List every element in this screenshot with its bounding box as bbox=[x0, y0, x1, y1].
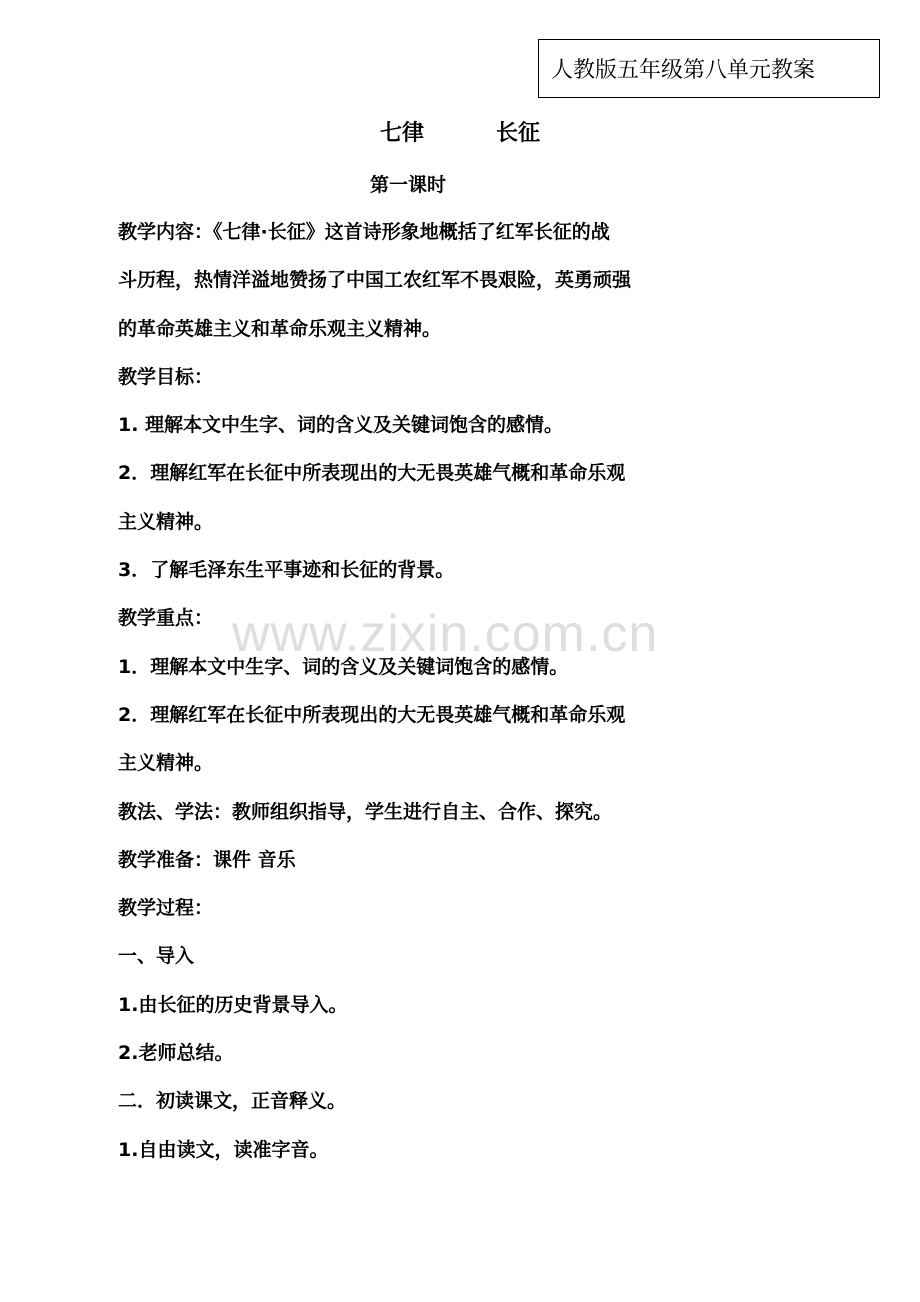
text-line: 一、导入 bbox=[118, 945, 195, 968]
text-line: 1. 理解本文中生字、词的含义及关键词饱含的感情。 bbox=[118, 414, 564, 437]
text-line: 斗历程，热情洋溢地赞扬了中国工农红军不畏艰险，英勇顽强 bbox=[118, 269, 632, 292]
text-line: 教学过程： bbox=[118, 897, 214, 920]
text-line: 主义精神。 bbox=[118, 752, 214, 775]
text-line: 1.自由读文，读准字音。 bbox=[118, 1138, 329, 1161]
text-line: 1.由长征的历史背景导入。 bbox=[118, 993, 348, 1016]
text-line: 二．初读课文，正音释义。 bbox=[118, 1090, 347, 1113]
text-line: 2．理解红军在长征中所表现出的大无畏英雄气概和革命乐观 bbox=[118, 462, 626, 485]
text-line: 的革命英雄主义和革命乐观主义精神。 bbox=[118, 317, 442, 340]
unit-header-box bbox=[538, 39, 880, 98]
text-line: 3．了解毛泽东生平事迹和长征的背景。 bbox=[118, 559, 455, 582]
text-line: 主义精神。 bbox=[118, 510, 214, 533]
unit-header-label: 人教版五年级第八单元教案 bbox=[551, 58, 816, 83]
text-line: 教学准备：课件 音乐 bbox=[118, 848, 296, 871]
site-watermark: www.zixin.com.cn bbox=[232, 605, 659, 663]
text-line: 2．理解红军在长征中所表现出的大无畏英雄气概和革命乐观 bbox=[118, 703, 626, 726]
lesson-plan-body bbox=[118, 208, 718, 1174]
lesson-subtitle: 第一课时 bbox=[370, 174, 447, 196]
poem-title bbox=[0, 116, 920, 147]
text-line: 教学内容：《七律·长征》这首诗形象地概括了红军长征的战 bbox=[118, 221, 610, 243]
text-line: 1．理解本文中生字、词的含义及关键词饱含的感情。 bbox=[118, 655, 569, 678]
text-line: 教学重点： bbox=[118, 607, 214, 630]
text-line: 2.老师总结。 bbox=[118, 1042, 234, 1065]
text-line: 教学目标： bbox=[118, 365, 214, 388]
poem-title-part2: 长征 bbox=[496, 121, 541, 146]
poem-title-part1: 七律 bbox=[379, 121, 424, 146]
text-line: 教法、学法：教师组织指导，学生进行自主、合作、探究。 bbox=[118, 800, 613, 823]
